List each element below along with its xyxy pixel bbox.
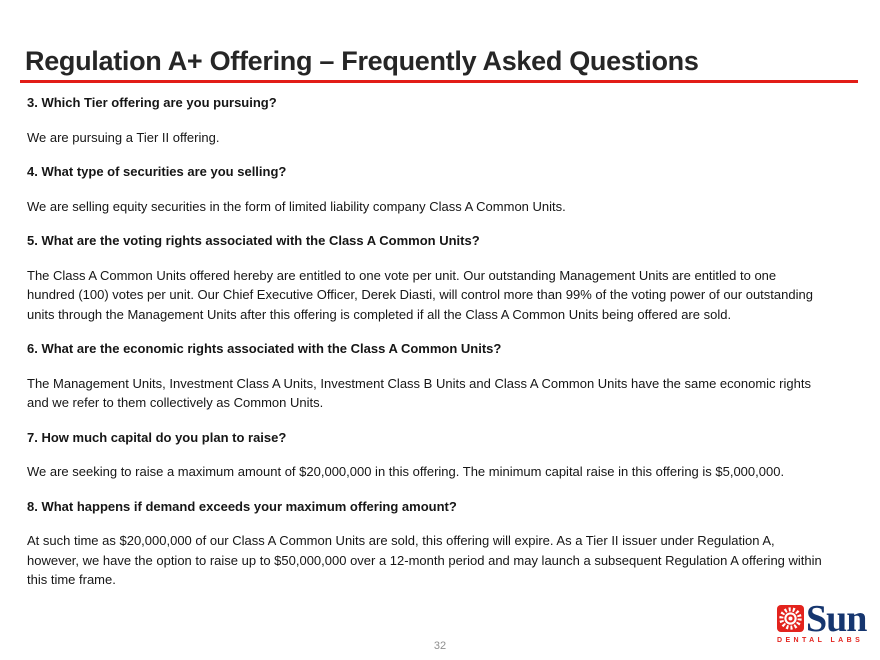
page-number: 32 [433,640,447,652]
faq-content [27,93,827,605]
faq-question: 8. What happens if demand exceeds your maximum offering amount? [27,498,457,514]
faq-item [27,428,827,482]
sunburst-icon [777,605,804,632]
faq-item [27,231,827,324]
faq-question: 5. What are the voting rights associated with the Class A Common Units? [27,233,480,248]
faq-item [27,339,827,413]
page-title: Regulation A+ Offering – Frequently Asked Questions [25,46,699,76]
faq-answer: We are pursuing a Tier II offering. [27,129,220,145]
logo-word: Sun [806,598,867,640]
logo-tagline: DENTAL LABS [777,637,864,644]
faq-item [27,93,827,147]
title-underline [20,80,858,83]
faq-question: 6. What are the economic rights associated with the Class A Common Units? [27,341,502,356]
faq-item [27,497,827,590]
sun-dental-labs-logo [777,598,873,644]
faq-answer: We are selling equity securities in the form of limited liability company Class A Common Units. [27,198,566,214]
faq-question: 4. What type of securities are you selling? [27,164,287,179]
faq-item [27,162,827,216]
faq-question: 7. How much capital do you plan to raise? [27,429,287,445]
faq-answer: The Management Units, Investment Class A Units, Investment Class B Units and Class A Common Units have the same economic rights and we refer to them collectively as Common Units. [27,375,811,410]
faq-answer: We are seeking to raise a maximum amount of $20,000,000 in this offering. The minimum capital raise in this offering is $5,000,000. [27,464,785,479]
faq-question: 3. Which Tier offering are you pursuing? [27,95,277,110]
faq-answer: The Class A Common Units offered hereby are entitled to one vote per unit. Our outstanding Management Units are entitled to one hundred (100) votes per unit. Our Chief Executive Officer, Derek Diasti, will control more than 99% of the voting power of our outstanding units through the Management Units after this offering is completed if all the Class A Common Units being offered are sold. [27,267,813,322]
faq-answer: At such time as $20,000,000 of our Class A Common Units are sold, this offering will expire. As a Tier II issuer under Regulation A, however, we have the option to raise up to $50,000,000 over a 12-month period and may launch a subsequent Regulation A offering within this time frame. [27,533,822,587]
